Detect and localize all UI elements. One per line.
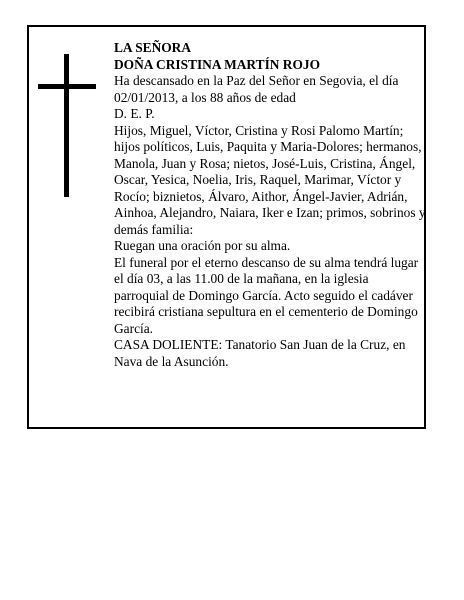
prayer-request: Ruegan una oración por su alma.: [114, 238, 291, 253]
notice-heading: LA SEÑORA: [114, 40, 192, 55]
deceased-name: DOÑA CRISTINA MARTÍN ROJO: [114, 56, 320, 72]
cross-horizontal-bar: [38, 84, 96, 89]
notice-text: [114, 40, 426, 370]
funeral-details: El funeral por el eterno descanso de su alma tendrá lugar el día 03, a las 11.00 de la mañana, en la iglesia parroquial de Domingo García. Acto seguido el cadáver recibirá cristiana sepultura en el cementerio de Domingo García.: [114, 254, 419, 336]
family-list: Hijos, Miguel, Víctor, Cristina y Rosi Palomo Martín; hijos políticos, Luis, Paquita y Maria-Dolores; hermanos, Manola, Juan y Rosa; nietos, José-Luis, Cristina, Ángel, Oscar, Yesica, Noelia, Iris, Raquel, Marimar, Víctor y Rocío; biznietos, Álvaro, Aithor, Ángel-Javier, Adrián, Ainhoa, Alejandro, Naiara, Iker e Izan; primos, sobrinos y demás familia:: [114, 122, 426, 237]
rip-line: D. E. P.: [114, 106, 155, 121]
mourning-house: CASA DOLIENTE: Tanatorio San Juan de la Cruz, en Nava de la Asunción.: [114, 337, 406, 369]
cross-vertical-bar: [64, 54, 69, 197]
death-announcement: Ha descansado en la Paz del Señor en Segovia, el día 02/01/2013, a los 88 años de edad: [114, 73, 399, 105]
